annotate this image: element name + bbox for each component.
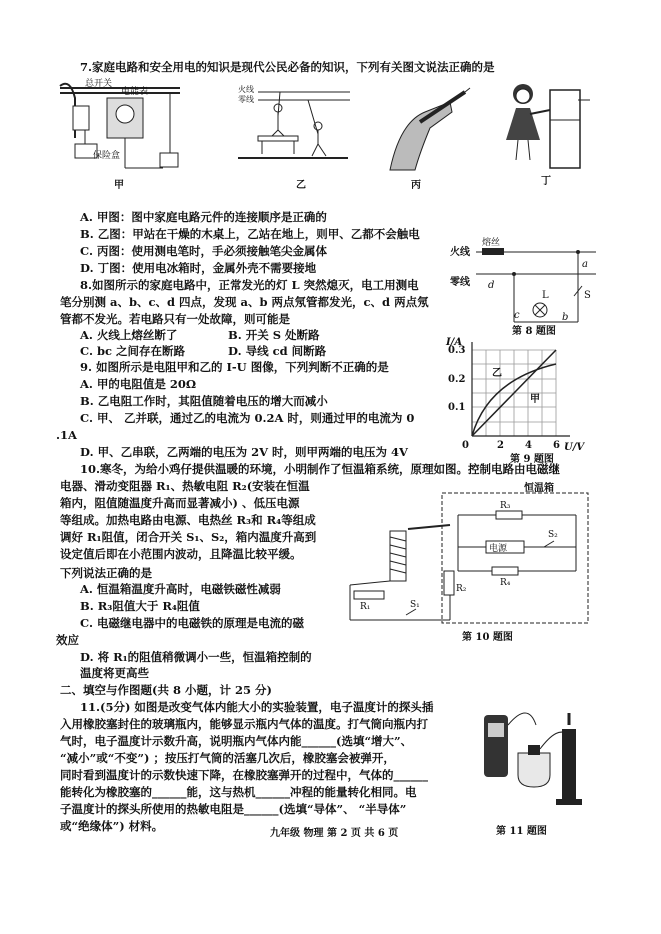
q10-source: 电源 bbox=[489, 544, 508, 554]
q10-s2: S₂ bbox=[548, 530, 558, 540]
q9-chart bbox=[446, 337, 598, 460]
q9-caption: 第 9 题图 bbox=[510, 454, 554, 465]
q10-line-5: 调好 R₁阻值，闭合开关 S₁、S₂，箱内温度升高到 bbox=[60, 530, 317, 544]
section-2-title: 二、填空与作图题(共 8 小题，计 25 分) bbox=[60, 683, 272, 697]
q10-r1: R₁ bbox=[360, 602, 371, 612]
q7-figure-ding bbox=[498, 80, 593, 175]
q11-line-8: 或“绝缘体”) 材料。 bbox=[60, 819, 164, 833]
label-huoxian: 火线 bbox=[238, 85, 254, 94]
q8-rongsi: 熔丝 bbox=[482, 238, 501, 248]
q9-option-c: C. 甲、 乙并联，通过乙的电流为 0.2A 时，则通过甲的电流为 0 bbox=[80, 411, 415, 425]
q10-option-b: B. R₃阻值大于 R₄阻值 bbox=[80, 599, 200, 613]
q8-option-c: C. bc 之间存在断路 bbox=[80, 344, 186, 358]
q11-line-6: 能转化为橡胶塞的______能，这与热机______冲程的能量转化相同。电 bbox=[60, 785, 417, 799]
q8-lingxian: 零线 bbox=[450, 277, 470, 288]
q9-ytick-0.3: 0.3 bbox=[448, 345, 466, 356]
q9-ytick-0.1: 0.1 bbox=[448, 402, 466, 413]
q8-line-3: 管都不发光。若电路只有一处故障，则可能是 bbox=[60, 312, 290, 326]
caption-bing: 丙 bbox=[411, 180, 421, 191]
q8-d: d bbox=[488, 280, 495, 291]
q11-line-4: “减小”或“不变”) ；按压打气筒的活塞几次后，橡胶塞会被弹开， bbox=[60, 751, 395, 765]
q8-option-a: A. 火线上熔丝断了 bbox=[80, 328, 178, 342]
q7-option-d: D. 丁图：使用电冰箱时，金属外壳不需要接地 bbox=[80, 261, 317, 275]
q10-line-6: 设定值后即在小范围内波动，且降温比较平缓。 bbox=[60, 547, 302, 561]
q8-option-b: B. 开关 S 处断路 bbox=[228, 328, 320, 342]
q8-a: a bbox=[582, 259, 588, 270]
q7-option-a: A. 甲图：图中家庭电路元件的连接顺序是正确的 bbox=[80, 210, 327, 224]
q11-line-2: 入用橡胶塞封住的玻璃瓶内，能够显示瓶内气体的温度。打气筒向瓶内打 bbox=[60, 717, 428, 731]
q8-b: b bbox=[562, 312, 569, 323]
label-lingxian: 零线 bbox=[238, 95, 254, 104]
label-dianneng: 电能表 bbox=[121, 87, 149, 97]
q10-box: 恒温箱 bbox=[524, 483, 554, 494]
q10-option-c-cont: 效应 bbox=[56, 633, 79, 647]
q11-line-7: 子温度计的探头所使用的热敏电阻是______(选填“导体”、 “半导体” bbox=[60, 802, 407, 816]
q8-caption: 第 8 题图 bbox=[512, 326, 556, 337]
q10-r2: R₂ bbox=[456, 584, 467, 594]
caption-ding: 丁 bbox=[541, 176, 551, 187]
q8-huoxian: 火线 bbox=[450, 247, 470, 258]
q7-figure-jia bbox=[55, 78, 185, 188]
q7-option-b: B. 乙图：甲站在干燥的木桌上，乙站在地上，则甲、乙都不会触电 bbox=[80, 227, 420, 241]
caption-yi: 乙 bbox=[296, 180, 306, 191]
q8-line-2: 笔分别测 a、b、c、d 四点，发现 a、b 两点氖管都发光，c、d 两点氖 bbox=[60, 295, 429, 309]
q10-option-d: D. 将 R₁的阻值稍微调小一些，恒温箱控制的 bbox=[80, 650, 312, 664]
q9-xtick-6: 6 bbox=[553, 440, 560, 451]
q11-line-5: 同时看到温度计的示数快速下降，在橡胶塞弹开的过程中，气体的______ bbox=[60, 768, 428, 782]
q10-line-2: 电器、滑动变阻器 R₁、热敏电阻 R₂(安装在恒温 bbox=[60, 479, 310, 493]
q9-option-c-cont: .1A bbox=[56, 428, 77, 442]
q7-figure-bing bbox=[380, 82, 470, 172]
q9-label-yi: 乙 bbox=[492, 368, 502, 379]
q11-line-3: 气时，电子温度计示数升高，说明瓶内气体内能______(选填“增大”、 bbox=[60, 734, 413, 748]
q8-s: S bbox=[584, 290, 591, 301]
q8-line-1: 8.如图所示的家庭电路中，正常发光的灯 L 突然熄灭，电工用测电 bbox=[80, 278, 419, 292]
footer-page-number: 九年级 物理 第 2 页 共 6 页 bbox=[270, 828, 399, 839]
q9-option-d: D. 甲、乙串联，乙两端的电压为 2V 时，则甲两端的电压为 4V bbox=[80, 445, 408, 459]
q10-option-c: C. 电磁继电器中的电磁铁的原理是电流的磁 bbox=[80, 616, 304, 630]
q10-option-a: A. 恒温箱温度升高时，电磁铁磁性减弱 bbox=[80, 582, 281, 596]
q11-figure bbox=[478, 705, 598, 815]
q9-label-jia: 甲 bbox=[530, 394, 540, 405]
q10-option-d-cont: 温度将更高些 bbox=[80, 666, 149, 680]
label-baoxianhe: 保险盒 bbox=[93, 151, 121, 161]
q9-option-b: B. 乙电阻工作时，其阻值随着电压的增大而减小 bbox=[80, 394, 328, 408]
caption-jia: 甲 bbox=[114, 180, 124, 191]
q9-stem: 9. 如图所示是电阻甲和乙的 I-U 图像，下列判断不正确的是 bbox=[80, 360, 389, 374]
q7-stem: 7.家庭电路和安全用电的知识是现代公民必备的知识，下列有关图文说法正确的是 bbox=[80, 60, 495, 74]
q10-s1: S₁ bbox=[410, 600, 420, 610]
q9-option-a: A. 甲的电阻值是 20Ω bbox=[80, 377, 197, 391]
q9-ylabel: I/A bbox=[446, 337, 463, 348]
q9-ytick-0.2: 0.2 bbox=[448, 374, 466, 385]
q10-r3: R₃ bbox=[500, 501, 511, 511]
q10-line-3: 箱内，阻值随温度升高而显著减小) 、低压电源 bbox=[60, 496, 300, 510]
label-zongkaiguan: 总开关 bbox=[85, 79, 113, 89]
q7-option-c: C. 丙图：使用测电笔时，手必须接触笔尖金属体 bbox=[80, 244, 327, 258]
q9-xtick-2: 2 bbox=[497, 440, 504, 451]
q7-figure-yi bbox=[238, 86, 353, 166]
q8-l: L bbox=[542, 290, 549, 301]
q8-c: c bbox=[514, 310, 520, 321]
q10-line-7: 下列说法正确的是 bbox=[60, 566, 152, 580]
q10-line-1: 10.寒冬，为给小鸡仔提供温暖的环境，小明制作了恒温箱系统，原理如图。控制电路由电磁继 bbox=[80, 462, 561, 476]
q11-line-1: 11.(5分) 如图是改变气体内能大小的实验装置，电子温度计的探头插 bbox=[80, 700, 434, 714]
q9-xtick-0: 0 bbox=[462, 440, 469, 451]
q10-line-4: 等组成。加热电路由电源、电热丝 R₃和 R₄等组成 bbox=[60, 513, 316, 527]
q10-figure bbox=[350, 485, 600, 630]
q9-xtick-4: 4 bbox=[525, 440, 532, 451]
q10-caption: 第 10 题图 bbox=[462, 632, 513, 643]
q10-r4: R₄ bbox=[500, 578, 511, 588]
q11-caption: 第 11 题图 bbox=[496, 826, 547, 837]
q8-option-d: D. 导线 cd 间断路 bbox=[228, 344, 327, 358]
q9-xlabel: U/V bbox=[564, 442, 585, 453]
